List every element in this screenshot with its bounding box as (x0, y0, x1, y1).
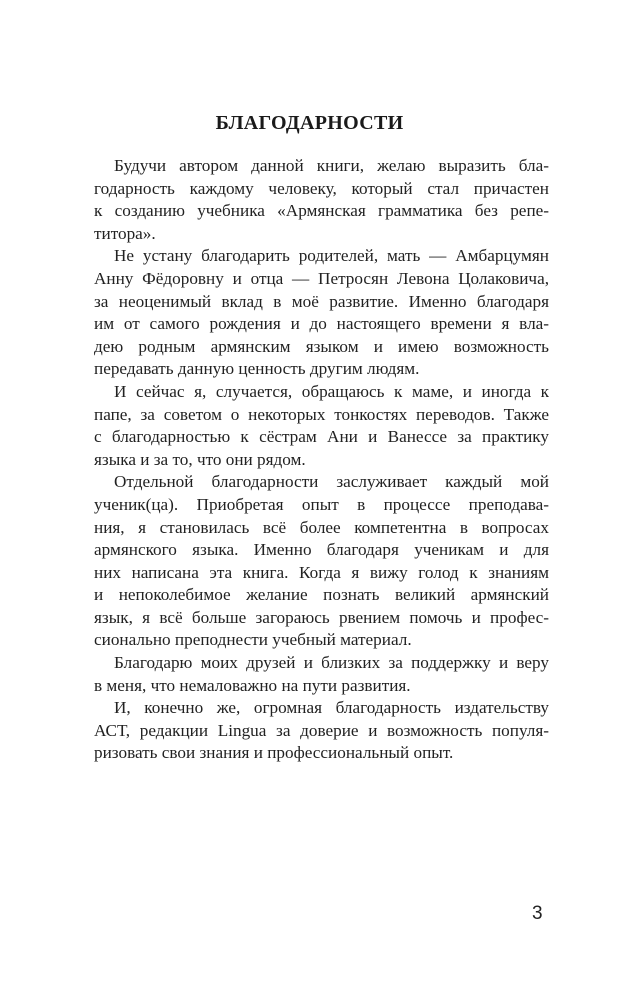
text-line: АСТ, редакции Lingua за доверие и возможность популя- (94, 720, 549, 740)
text-line: ния, я становилась всё более компетентна в вопросах (94, 517, 549, 537)
text-line: Благодарю моих друзей и близких за поддержку и веру (114, 653, 549, 673)
text-line: им от самого рождения и до настоящего времени я вла- (94, 314, 549, 334)
paragraph (94, 155, 549, 245)
paragraph (94, 245, 549, 381)
paragraph (94, 471, 549, 652)
text-line: армянского языка. Именно благодаря ученикам и для (94, 540, 549, 560)
acknowledgements-body (94, 155, 549, 765)
text-line: И, конечно же, огромная благодарность издательству (114, 698, 549, 718)
text-line: к созданию учебника «Армянская грамматика без репе- (94, 201, 549, 221)
text-line: годарность каждому человеку, который стал причастен (94, 178, 549, 198)
paragraph (94, 381, 549, 471)
text-line: ученик(ца). Приобретая опыт в процессе преподава- (94, 494, 549, 514)
page-number: 3 (532, 903, 543, 924)
text-line: них написана эта книга. Когда я вижу голод к знаниям (94, 562, 549, 582)
text-line: и непоколебимое желание познать великий армянский (94, 585, 549, 605)
text-line: титора». (94, 223, 156, 243)
paragraph (94, 652, 549, 697)
text-line: с благодарностью к сёстрам Ани и Ванессе за практику (94, 427, 549, 447)
text-line: язык, я всё больше загораюсь рвением помочь и профес- (94, 607, 549, 627)
text-line: сионально преподнести учебный материал. (94, 630, 412, 650)
text-line: ризовать свои знания и профессиональный опыт. (94, 743, 454, 763)
text-line: за неоценимый вклад в моё развитие. Именно благодаря (94, 291, 549, 311)
text-line: Отдельной благодарности заслуживает каждый мой (114, 472, 549, 492)
text-line: дею родным армянским языком и имею возможность (94, 336, 549, 356)
text-line: языка и за то, что они рядом. (94, 449, 306, 469)
page-title: БЛАГОДАРНОСТИ (215, 112, 404, 134)
text-line: Не устану благодарить родителей, мать — Амбарцумян (114, 246, 549, 266)
text-line: Будучи автором данной книги, желаю выразить бла- (114, 156, 549, 175)
paragraph (94, 697, 549, 765)
text-line: передавать данную ценность другим людям. (94, 359, 420, 379)
text-line: в меня, что немаловажно на пути развития. (94, 675, 411, 695)
text-line: папе, за советом о некоторых тонкостях переводов. Также (94, 404, 549, 424)
text-line: Анну Фёдоровну и отца — Петросян Левона Цолаковича, (94, 268, 549, 288)
text-line: И сейчас я, случается, обращаюсь к маме, и иногда к (114, 381, 549, 401)
